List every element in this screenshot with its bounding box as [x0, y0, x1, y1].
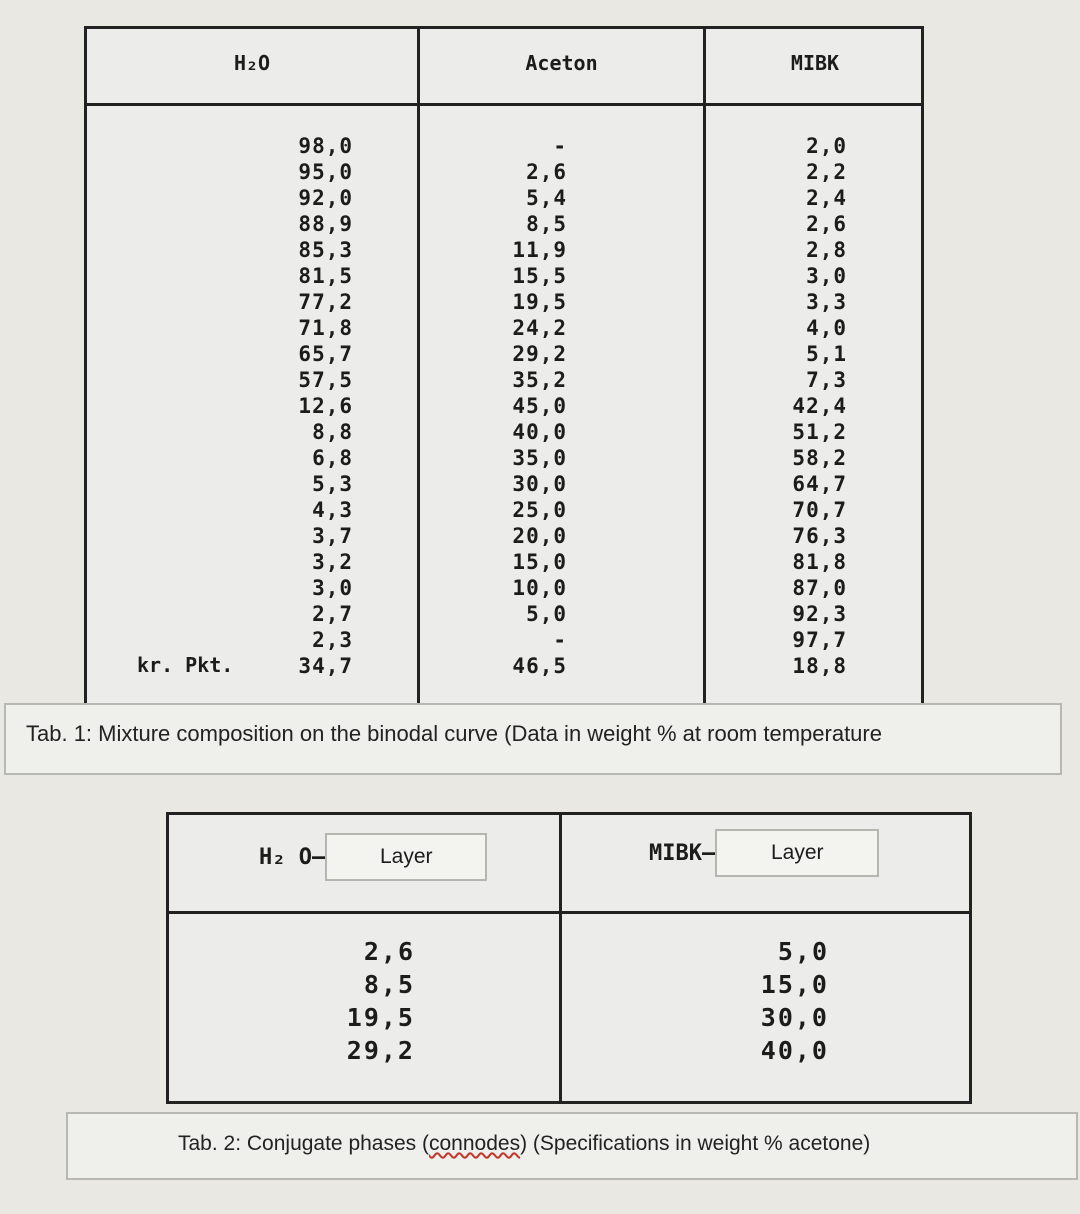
h2o-layer-column — [329, 935, 415, 1067]
h2o-value: 8,8 — [312, 420, 353, 444]
aceton-value: 10,0 — [512, 576, 567, 600]
h2o-value: 5,3 — [312, 472, 353, 496]
h2o-value: 88,9 — [298, 212, 353, 236]
h2o-layer-value: 19,5 — [346, 1003, 415, 1032]
binodal-table — [84, 26, 924, 706]
mibk-value: 2,4 — [806, 186, 847, 210]
mibk-value: 3,3 — [806, 290, 847, 314]
h2o-layer-value: 29,2 — [346, 1036, 415, 1065]
mibk-value: 76,3 — [792, 524, 847, 548]
aceton-value: 40,0 — [512, 420, 567, 444]
h2o-layer-value: 8,5 — [363, 970, 415, 999]
mibk-value: 87,0 — [792, 576, 847, 600]
table1-caption-text: Tab. 1: Mixture composition on the binodal curve (Data in weight % at room temperature — [26, 721, 882, 746]
h2o-column — [237, 133, 353, 679]
aceton-value: 8,5 — [526, 212, 567, 236]
column-divider — [417, 29, 420, 703]
table2-caption-suffix: ) (Specifications in weight % acetone) — [520, 1132, 871, 1155]
aceton-value: 30,0 — [512, 472, 567, 496]
mibk-value: 64,7 — [792, 472, 847, 496]
aceton-value: 5,0 — [526, 602, 567, 626]
mibk-value: 2,2 — [806, 160, 847, 184]
aceton-value: 15,0 — [512, 550, 567, 574]
aceton-value: 46,5 — [512, 654, 567, 678]
mibk-value: 18,8 — [792, 654, 847, 678]
spellcheck-underlined-word: connodes — [429, 1132, 521, 1155]
aceton-value: - — [553, 628, 567, 652]
mibk-layer-prefix: MIBK– — [649, 840, 716, 866]
aceton-value: - — [553, 134, 567, 158]
mibk-layer-value: 30,0 — [760, 1003, 829, 1032]
mibk-value: 51,2 — [792, 420, 847, 444]
h2o-value: 12,6 — [298, 394, 353, 418]
aceton-value: 11,9 — [512, 238, 567, 262]
h2o-value: 3,2 — [312, 550, 353, 574]
aceton-value: 20,0 — [512, 524, 567, 548]
h2o-layer-prefix: H₂ O– — [259, 844, 326, 870]
conjugate-phases-table — [166, 812, 972, 1104]
aceton-value: 2,6 — [526, 160, 567, 184]
critical-point-label: kr. Pkt. — [137, 653, 234, 677]
mibk-value: 7,3 — [806, 368, 847, 392]
column-divider — [559, 815, 562, 1101]
mibk-layer-label: Layer — [715, 829, 879, 877]
mibk-value: 42,4 — [792, 394, 847, 418]
mibk-value: 2,6 — [806, 212, 847, 236]
mibk-value: 92,3 — [792, 602, 847, 626]
aceton-value: 19,5 — [512, 290, 567, 314]
aceton-value: 35,2 — [512, 368, 567, 392]
aceton-value: 29,2 — [512, 342, 567, 366]
header-mibk: MIBK — [790, 51, 840, 75]
aceton-column — [447, 133, 567, 679]
aceton-value: 24,2 — [512, 316, 567, 340]
aceton-value: 35,0 — [512, 446, 567, 470]
h2o-value: 6,8 — [312, 446, 353, 470]
mibk-column — [727, 133, 847, 679]
h2o-value: 2,3 — [312, 628, 353, 652]
aceton-value: 5,4 — [526, 186, 567, 210]
h2o-value: 77,2 — [298, 290, 353, 314]
mibk-value: 70,7 — [792, 498, 847, 522]
h2o-value: 98,0 — [298, 134, 353, 158]
mibk-value: 3,0 — [806, 264, 847, 288]
aceton-value: 25,0 — [512, 498, 567, 522]
aceton-value: 45,0 — [512, 394, 567, 418]
h2o-value: 92,0 — [298, 186, 353, 210]
header-aceton: Aceton — [525, 51, 598, 75]
header-mibk-layer — [649, 829, 879, 877]
mibk-value: 81,8 — [792, 550, 847, 574]
h2o-layer-label: Layer — [325, 833, 487, 881]
h2o-value: 34,7 — [298, 654, 353, 678]
header-divider — [87, 103, 921, 106]
h2o-value: 3,7 — [312, 524, 353, 548]
header-divider — [169, 911, 969, 914]
h2o-value: 2,7 — [312, 602, 353, 626]
mibk-value: 4,0 — [806, 316, 847, 340]
h2o-value: 65,7 — [298, 342, 353, 366]
aceton-value: 15,5 — [512, 264, 567, 288]
column-divider — [703, 29, 706, 703]
h2o-value: 85,3 — [298, 238, 353, 262]
h2o-value: 4,3 — [312, 498, 353, 522]
h2o-layer-value: 2,6 — [363, 937, 415, 966]
h2o-value: 95,0 — [298, 160, 353, 184]
h2o-value: 71,8 — [298, 316, 353, 340]
mibk-value: 97,7 — [792, 628, 847, 652]
table2-caption — [66, 1112, 1078, 1180]
table2-caption-prefix: Tab. 2: Conjugate phases ( — [178, 1132, 429, 1155]
mibk-layer-value: 15,0 — [760, 970, 829, 999]
table1-caption — [4, 703, 1062, 775]
mibk-layer-column — [729, 935, 829, 1067]
mibk-value: 5,1 — [806, 342, 847, 366]
mibk-layer-value: 5,0 — [777, 937, 829, 966]
h2o-value: 57,5 — [298, 368, 353, 392]
header-h2o-layer — [259, 833, 487, 881]
mibk-value: 2,8 — [806, 238, 847, 262]
header-h2o: H₂O — [233, 51, 271, 75]
mibk-value: 58,2 — [792, 446, 847, 470]
h2o-value: 3,0 — [312, 576, 353, 600]
mibk-layer-value: 40,0 — [760, 1036, 829, 1065]
h2o-value: 81,5 — [298, 264, 353, 288]
mibk-value: 2,0 — [806, 134, 847, 158]
